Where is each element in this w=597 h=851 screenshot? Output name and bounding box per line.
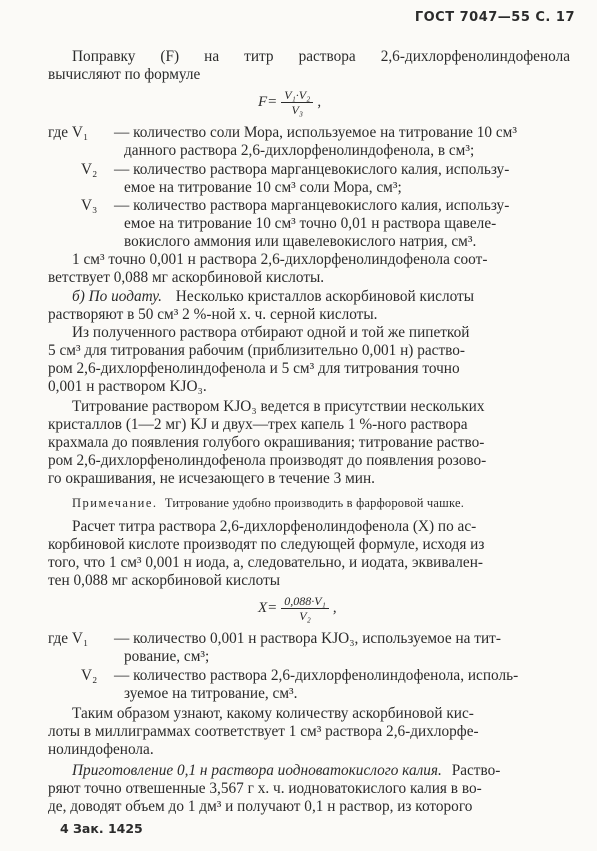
note-label: Примечание. bbox=[72, 496, 158, 510]
formula-fraction bbox=[281, 88, 313, 117]
paragraph-line: лоты в миллиграммах соответствует 1 см³ раствора 2,6-дихлорфе- bbox=[48, 723, 479, 740]
definition-line: данного раствора 2,6-дихлорфенолиндофенола, в см³; bbox=[124, 142, 475, 159]
formula-f bbox=[258, 88, 321, 117]
paragraph-line: го окрашивания, не исчезающего в течение 3 мин. bbox=[48, 470, 376, 487]
formula-numerator: V₁·V₂ bbox=[281, 88, 313, 103]
section-lead: б) По иодату. bbox=[72, 288, 162, 305]
definition-line: — количество раствора 2,6-дихлорфенолиндофенола, исполь- bbox=[114, 667, 519, 684]
formula-x bbox=[258, 594, 337, 623]
definition-symbol: где V₁ bbox=[48, 630, 89, 647]
paragraph-line: тен 0,088 мг аскорбиновой кислоты bbox=[48, 572, 281, 589]
definition-line: — количество соли Мора, используемое на титрование 10 см³ bbox=[114, 124, 517, 141]
section-lead: Приготовление 0,1 н раствора иодноватокислого калия. bbox=[72, 762, 442, 779]
definition-symbol: V₂ bbox=[81, 161, 98, 178]
formula-tail: , bbox=[332, 599, 337, 616]
formula-lhs: X= bbox=[258, 599, 278, 616]
definition-line: — количество раствора марганцевокислого калия, использу- bbox=[114, 197, 510, 214]
paragraph-line: кристаллов (1—2 мг) KJ и двух—трех капель 1 %-ного раствора bbox=[48, 416, 468, 433]
formula-numerator: 0,088·V₁ bbox=[281, 594, 329, 609]
definition-symbol: V₃ bbox=[81, 197, 98, 214]
paragraph-line: нолиндофенола. bbox=[48, 741, 154, 758]
paragraph-line: 0,001 н раствором KJO₃. bbox=[48, 378, 207, 395]
paragraph-line: Расчет титра раствора 2,6-дихлорфенолиндофенола (X) по ас- bbox=[72, 518, 477, 535]
paragraph-line bbox=[72, 288, 474, 307]
paragraph-line: корбиновой кислоте производят по следующей формуле, исходя из bbox=[48, 536, 485, 553]
definition-line: вокислого аммония или щавелевокислого натрия, см³. bbox=[124, 233, 477, 250]
formula-denominator: V₃ bbox=[291, 103, 304, 117]
paragraph-line: растворяют в 50 см³ 2 %-ной х. ч. серной кислоты. bbox=[48, 306, 378, 323]
definition-line: емое на титрование 10 см³ точно 0,01 н раствора щавеле- bbox=[124, 215, 497, 232]
paragraph-line: крахмала до появления голубого окрашивания; титрование раство- bbox=[48, 434, 485, 451]
definition-line: рование, см³; bbox=[124, 648, 210, 665]
definition-line: — количество раствора марганцевокислого калия, использу- bbox=[114, 161, 510, 178]
paragraph-line: 5 см³ для титрования рабочим (приблизительно 0,001 н) раство- bbox=[48, 342, 465, 359]
paragraph-line: ром 2,6-дихлорфенолиндофенола производят до появления розово- bbox=[48, 452, 487, 469]
paragraph-line: 1 см³ точно 0,001 н раствора 2,6-дихлорфенолиндофенола соот- bbox=[72, 251, 488, 268]
page-footer: 4 Зак. 1425 bbox=[60, 821, 143, 836]
definition-line: — количество 0,001 н раствора KJO₃, используемое на тит- bbox=[114, 630, 501, 647]
paragraph-line: Титрование раствором KJO₃ ведется в присутствии нескольких bbox=[72, 398, 485, 415]
note-text: Титрование удобно производить в фарфоровой чашке. bbox=[164, 496, 465, 510]
definition-symbol: V₂ bbox=[81, 667, 98, 684]
formula-lhs: F= bbox=[258, 93, 278, 110]
paragraph-line: ветствует 0,088 мг аскорбиновой кислоты. bbox=[48, 269, 325, 286]
paragraph-line: де, доводят объем до 1 дм³ и получают 0,1 н раствор, из которого bbox=[48, 798, 473, 815]
paragraph-line: ром 2,6-дихлорфенолиндофенола и 5 см³ для титрования точно bbox=[48, 360, 460, 377]
page-header: ГОСТ 7047—55 С. 17 bbox=[414, 10, 575, 25]
definition-line: емое на титрование 10 см³ соли Мора, см³; bbox=[124, 179, 402, 196]
paragraph-line: того, что 1 см³ 0,001 н иода, а, следовательно, и иодата, эквивален- bbox=[48, 554, 483, 571]
paragraph-line: Таким образом узнают, какому количеству аскорбиновой кис- bbox=[72, 705, 474, 722]
formula-tail: , bbox=[317, 93, 322, 110]
formula-fraction bbox=[281, 594, 329, 623]
paragraph-text: Несколько кристаллов аскорбиновой кислоты bbox=[175, 288, 474, 305]
paragraph-line: вычисляют по формуле bbox=[48, 66, 201, 83]
definition-symbol: где V₁ bbox=[48, 124, 89, 141]
formula-denominator: V₂ bbox=[299, 609, 311, 623]
paragraph-line: ряют точно отвешенные 3,567 г х. ч. иодноватокислого калия в во- bbox=[48, 780, 482, 797]
paragraph-line bbox=[72, 762, 500, 781]
paragraph-text: Раство- bbox=[451, 762, 501, 779]
definition-line: зуемое на титрование, см³. bbox=[124, 685, 298, 702]
paragraph-line: Из полученного раствора отбирают одной и той же пипеткой bbox=[72, 324, 470, 341]
paragraph-line: Поправку (F) на титр раствора 2,6-дихлорфенолиндофенола bbox=[72, 48, 570, 65]
note bbox=[72, 494, 464, 513]
